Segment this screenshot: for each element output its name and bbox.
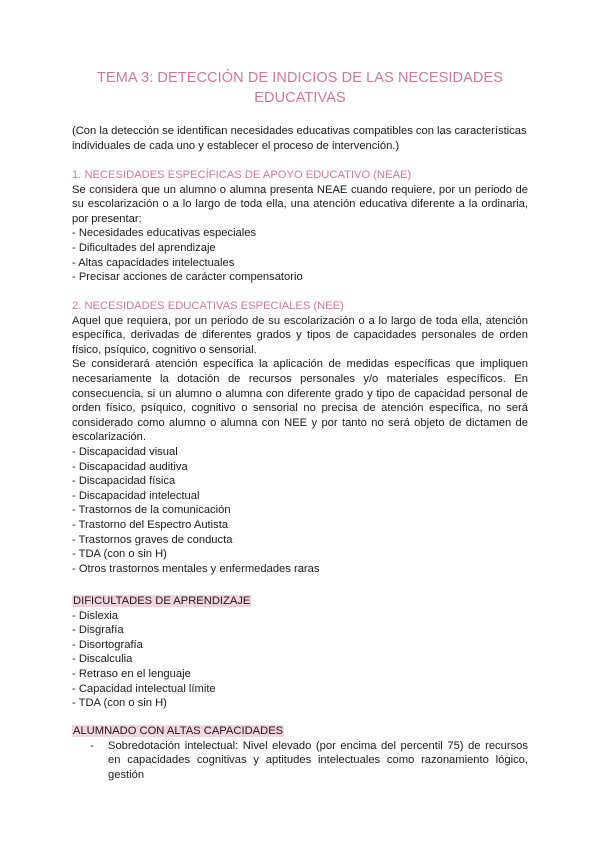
page-title (60, 68, 540, 108)
page-title-line-1: TEMA 3: DETECCIÓN DE INDICIOS DE LAS NECESIDADES (96, 70, 504, 86)
list-item: - Retraso en el lenguaje (72, 667, 191, 680)
list-item: - Trastorno del Espectro Autista (72, 518, 229, 531)
list-item: - Dislexia (72, 609, 119, 622)
list-item: - Disgrafía (72, 624, 124, 637)
section-high-abilities-heading (72, 724, 528, 739)
section-nee-body-2: Se considerará atención específica la aplicación de medidas específicas que impliquen necesariamente la dotación de recursos personales y/o materiales específicos. En consecuencia, si un alumno o alumna con diferente grado y tipo de capacidad personal de orden físico, psíquico, cognitivo o sensorial no precisa de atención específica, no será considerado como alumno o alumna con NEE y por tanto no será objeto de dictamen de escolarización. (72, 358, 528, 444)
bullet-dash: - (90, 739, 94, 752)
list-item: - Capacidad intelectual límite (72, 682, 216, 695)
section-nee-list (72, 445, 528, 576)
list-item: - Discapacidad visual (72, 445, 178, 458)
section-neae-heading: 1. NECESIDADES ESPECÍFICAS DE APOYO EDUCATIVO (NEAE) (72, 169, 412, 181)
bullet-text: Sobredotación intelectual: Nivel elevado (por encima del percentil 75) de recursos en capacidades cognitivas y aptitudes intelectuales como razonamiento lógico, gestión (108, 739, 528, 781)
intro-paragraph: (Con la detección se identifican necesidades educativas compatibles con las características individuales de cada uno y establecer el proceso de intervención.) (72, 125, 527, 152)
list-item: - Discapacidad auditiva (72, 460, 188, 473)
highlighted-heading: ALUMNADO CON ALTAS CAPACIDADES (73, 725, 284, 737)
list-item: - Dificultades del aprendizaje (72, 241, 216, 254)
section-neae (72, 168, 528, 285)
section-learning-difficulties-heading (72, 594, 528, 609)
section-learning-difficulties (72, 594, 528, 711)
section-nee (72, 299, 528, 576)
list-item: - Discapacidad intelectual (72, 489, 200, 502)
section-nee-body-1: Aquel que requiera, por un periodo de su escolarización o a lo largo de toda ella, atención específica, derivadas de diferentes grados y tipos de capacidades personales de orden físico, psíquico, cognitivo o sensorial. (72, 314, 528, 356)
highlighted-heading: DIFICULTADES DE APRENDIZAJE (73, 595, 251, 607)
list-item: - Otros trastornos mentales y enfermedades raras (72, 562, 320, 575)
list-item: - Necesidades educativas especiales (72, 227, 257, 240)
list-item: - TDA (con o sin H) (72, 548, 167, 561)
section-neae-body: Se considera que un alumno o alumna presenta NEAE cuando requiere, por un periodo de su escolarización o a lo largo de toda ella, una atención educativa diferente a la ordinaria, por presentar: (72, 183, 528, 225)
list-item (72, 739, 528, 783)
list-item: - Discapacidad física (72, 475, 176, 488)
list-item: - Precisar acciones de carácter compensatorio (72, 271, 303, 284)
list-item: - Trastornos graves de conducta (72, 533, 233, 546)
section-high-abilities (72, 724, 528, 782)
list-item: - Discalculia (72, 653, 133, 666)
section-learning-difficulties-list (72, 609, 528, 711)
list-item: - Trastornos de la comunicación (72, 504, 231, 517)
section-neae-list (72, 226, 528, 284)
list-item: - Disortografía (72, 638, 143, 651)
list-item: - Altas capacidades intelectuales (72, 256, 235, 269)
page-title-line-2: EDUCATIVAS (254, 90, 346, 106)
section-nee-heading: 2. NECESIDADES EDUCATIVAS ESPECIALES (NEE) (72, 300, 344, 312)
list-item: - TDA (con o sin H) (72, 697, 167, 710)
